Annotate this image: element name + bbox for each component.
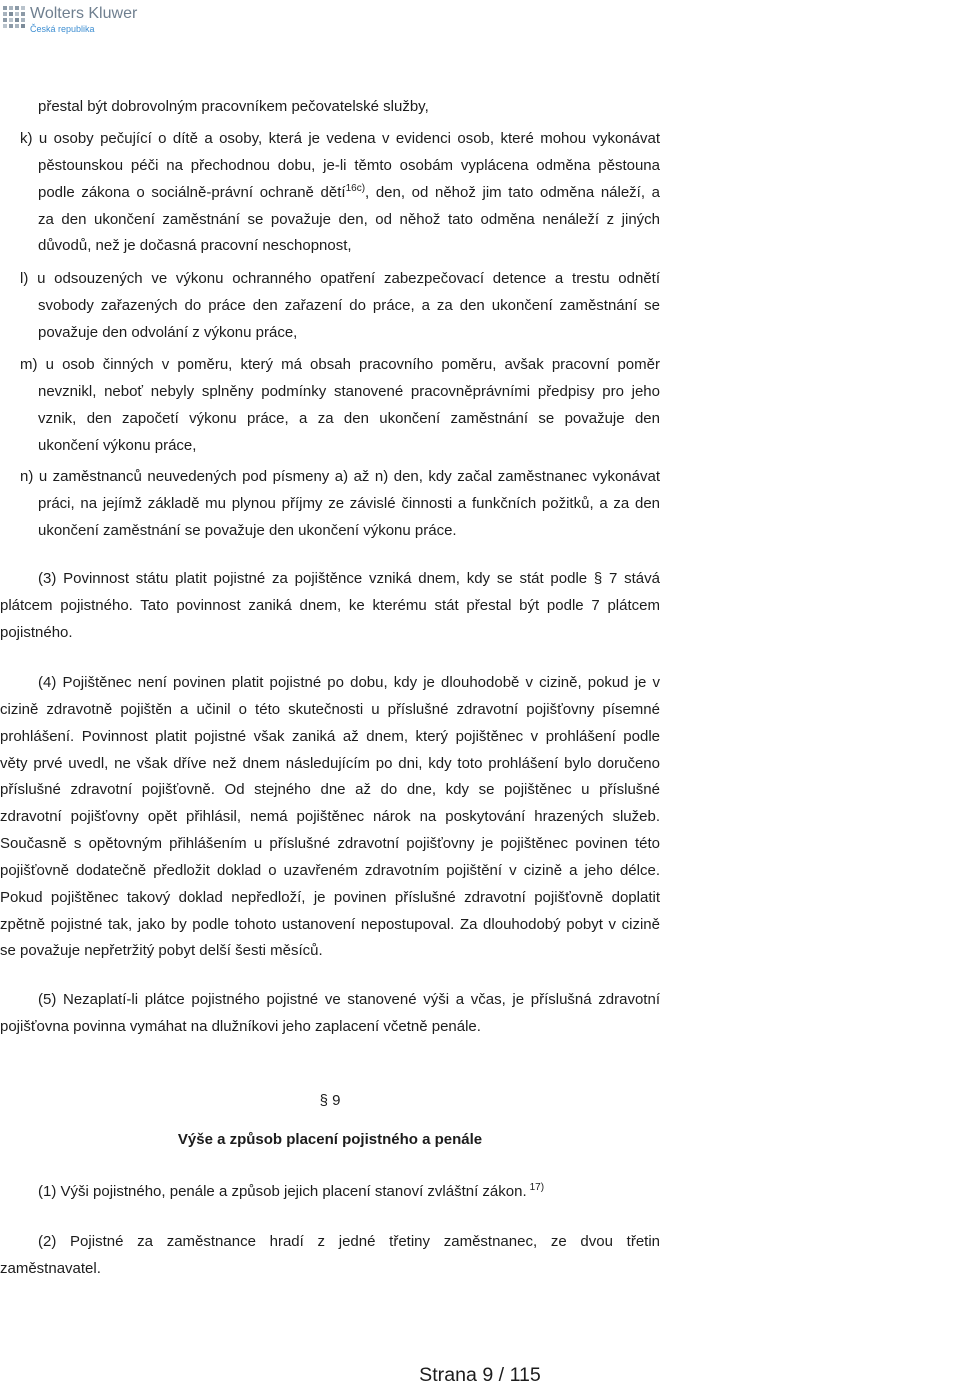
text-line: Pokud pojištěnec takový doklad nepředloží, je povinen příslušné zdravotní pojišťovně doplatit	[0, 888, 660, 906]
text-line: ukončení zaměstnání se považuje den ukončení výkonu práce.	[38, 521, 457, 539]
text-line: se považuje nepřetržitý pobyt delší šesti měsíců.	[0, 942, 323, 960]
text-line: n) u zaměstnanců neuvedených pod písmeny a) až n) den, kdy začal zaměstnanec vykonávat	[20, 468, 660, 485]
wolters-kluwer-logo	[3, 3, 143, 35]
text-line: (2) Pojistné za zaměstnance hradí z jedné třetiny zaměstnanec, ze dvou třetin	[38, 1233, 660, 1250]
text-line: ukončení výkonu práce,	[38, 436, 197, 454]
list-item-l	[0, 266, 660, 347]
section-heading	[0, 1127, 660, 1154]
text-line: plátcem pojistného. Tato povinnost zaniká dnem, ke kterému stát přestal být podle 7 plátcem	[0, 596, 660, 614]
text-line: za den ukončení zaměstnání se považuje den, od něhož tato odměna nenáleží z jiných	[38, 210, 660, 228]
text-line: k) u osoby pečující o dítě a osoby, která je vedena v evidenci osob, které mohou vykonávat	[20, 130, 660, 147]
text-line: zpětně pojistné tak, jako by podle tohoto ustanovení nepostupoval. Za dlouhodobý pobyt v cizině	[0, 915, 660, 933]
text-line: l) u odsouzených ve výkonu ochranného opatření zabezpečovací detence a trestu odnětí	[20, 270, 660, 287]
footnote-reference: 17)	[529, 1182, 545, 1193]
text-line: (4) Pojištěnec není povinen platit pojistné po dobu, kdy je dlouhodobě v cizině, pokud je v	[38, 674, 660, 691]
paragraph-5	[0, 987, 660, 1041]
text-line: svobody zařazených do práce den zařazení do práce, a za den ukončení zaměstnání se	[38, 296, 660, 314]
section-number	[0, 1088, 660, 1115]
footnote-reference: 16c)	[345, 182, 366, 194]
text-line: m) u osob činných v poměru, který má obsah pracovního poměru, avšak pracovní poměr	[20, 356, 660, 373]
text-line: pěstounskou péči na přechodnou dobu, je-li těmto osobám vyplácena odměna pěstouna	[38, 156, 660, 174]
section-title: Výše a způsob placení pojistného a penále	[177, 1131, 483, 1148]
text-line	[38, 1179, 660, 1206]
text-line: práci, na jejímž základě mu plynou příjmy ze závislé činnosti a funkčních požitků, a za den	[38, 494, 660, 512]
text-line: (3) Povinnost státu platit pojistné za pojištěnce vzniká dnem, kdy se stát podle § 7 stává	[38, 570, 660, 587]
text-line: považuje den odvolání z výkonu práce,	[38, 323, 298, 341]
text-line: pojišťovně dodatečně předložit doklad o uzavřeném zdravotním pojištění v cizině a jeho délce.	[0, 861, 660, 879]
text-line: přestal být dobrovolným pracovníkem pečovatelské služby,	[38, 98, 429, 115]
text-line: zaměstnavatel.	[0, 1259, 101, 1277]
text-line: důvodů, než je dočasná pracovní neschopnost,	[38, 237, 352, 255]
text-line: zdravotní pojišťovny opět přihlásil, nemá pojištěnec nárok na poskytování hrazených služeb.	[0, 808, 660, 826]
text-line: pojistného.	[0, 623, 73, 641]
text-line: příslušné zdravotní pojišťovně. Od stejného dne až do dne, kdy se pojištěnec u příslušné	[0, 781, 660, 799]
logo-brand-name: Wolters Kluwer	[30, 5, 138, 22]
text-line	[38, 180, 660, 207]
list-item-m	[0, 352, 660, 459]
list-item-k	[0, 126, 660, 260]
wolters-kluwer-logo-icon	[3, 6, 25, 30]
list-item-j-continuation	[0, 94, 660, 121]
text-fragment: (1) Výši pojistného, penále a způsob jejich placení stanoví zvláštní zákon.	[38, 1183, 527, 1200]
text-line: (5) Nezaplatí-li plátce pojistného pojistné ve stanovené výši a včas, je příslušná zdravotní	[38, 991, 660, 1008]
section-symbol: § 9	[319, 1092, 341, 1109]
text-line: Současně s opětovným přihlášením u příslušné zdravotní pojišťovny je pojištěnec povinen této	[0, 835, 660, 853]
text-line: prohlášení. Povinnost platit pojistné však zaniká až dnem, který pojištěnec v prohlášení podle	[0, 727, 660, 745]
logo-region-name: Česká republika	[30, 24, 95, 34]
list-item-n	[0, 464, 660, 545]
section-paragraph-1	[0, 1179, 660, 1206]
text-line: věty prvé uvedl, ne však dříve než dnem následujícím po dni, kdy toto prohlášení bylo doručeno	[0, 754, 660, 772]
paragraph-3	[0, 566, 660, 647]
text-fragment: podle zákona o sociálně-právní ochraně dětí	[38, 183, 346, 201]
text-line: vznik, den započetí výkonu práce, a za den ukončení zaměstnání se považuje den	[38, 409, 660, 427]
page-number: Strana 9 / 115	[419, 1364, 541, 1386]
text-line: cizině zdravotně pojištěn a učinil o této skutečnosti u příslušné zdravotní pojišťovny písemné	[0, 700, 660, 718]
text-line: nevznikl, neboť nebyly splněny podmínky stanovené pracovněprávními předpisy pro jeho	[38, 382, 660, 400]
text-line: pojišťovna povinna vymáhat na dlužníkovi jeho zaplacení včetně penále.	[0, 1017, 481, 1035]
text-fragment: , den, od něhož jim tato odměna náleží, a	[365, 183, 660, 201]
paragraph-4	[0, 670, 660, 965]
section-paragraph-2	[0, 1229, 660, 1283]
